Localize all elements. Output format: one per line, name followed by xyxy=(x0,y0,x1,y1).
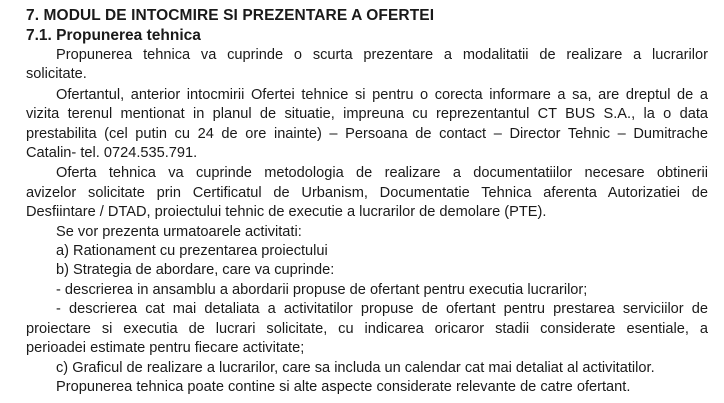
list-item: perioadei estimate pentru fiecare activitate; xyxy=(26,340,305,357)
paragraph-line: prestabilita (cel putin cu 24 de ore inainte) – Persoana de contact – Director Tehnic – Dumitrache xyxy=(26,125,708,142)
paragraph-line: Se vor prezenta urmatoarele activitati: xyxy=(56,223,302,240)
list-item: proiectare si executia de lucrari solicitate, cu indicarea oricaror stadii considerate esentiale, a xyxy=(26,320,708,337)
paragraph-line: Propunerea tehnica va cuprinde o scurta prezentare a modalitatii de realizare a lucrarilor xyxy=(56,47,708,63)
list-item: - descrierea cat mai detaliata a activitatilor propuse de ofertant pentru prestarea serviciilor de xyxy=(56,301,708,318)
paragraph-line: Catalin- tel. 0724.535.791. xyxy=(26,145,198,162)
section-heading: 7. MODUL DE INTOCMIRE SI PREZENTARE A OFERTEI xyxy=(26,7,435,24)
document-page xyxy=(26,6,708,397)
paragraph-line: Oferta tehnica va cuprinde metodologia de realizare a documentatiilor necesare obtinerii xyxy=(56,165,708,182)
list-item: a) Rationament cu prezentarea proiectului xyxy=(56,243,328,260)
paragraph-line: solicitate. xyxy=(26,66,87,83)
paragraph-line: Propunerea tehnica poate contine si alte aspecte considerate relevante de catre ofertant. xyxy=(56,378,631,395)
paragraph-line: vizita terenul mentionat in planul de situatie, impreuna cu reprezentantul CT BUS S.A., la o data xyxy=(26,106,708,123)
list-item: - descrierea in ansamblu a abordarii propuse de ofertant pentru executia lucrarilor; xyxy=(56,281,588,298)
list-item: b) Strategia de abordare, care va cuprinde: xyxy=(56,262,335,279)
paragraph-line: avizelor solicitate prin Certificatul de Urbanism, Documentatie Tehnica aferenta Autorizatiei de xyxy=(26,184,708,201)
subsection-heading: 7.1. Propunerea tehnica xyxy=(26,27,201,44)
paragraph-line: Desfiintare / DTAD, proiectului tehnic de executie a lucrarilor de demolare (PTE). xyxy=(26,204,547,221)
list-item: c) Graficul de realizare a lucrarilor, care sa includa un calendar cat mai detaliat al activitatilor. xyxy=(56,359,655,376)
paragraph-line: Ofertantul, anterior intocmirii Ofertei tehnice si pentru o corecta informare a sa, are dreptul de a xyxy=(56,86,708,103)
